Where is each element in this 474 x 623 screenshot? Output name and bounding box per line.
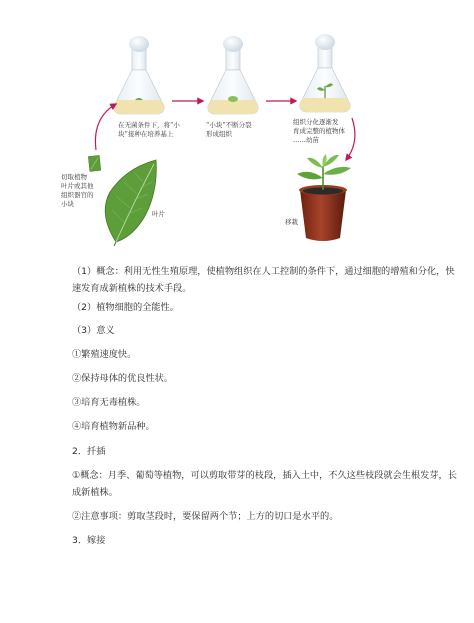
para-point-4: ④培育植物新品种。	[72, 421, 155, 432]
flask-2	[208, 36, 258, 114]
tissue-culture-figure	[0, 0, 474, 255]
caption-transplant: 移栽	[285, 218, 298, 226]
arrow-leaf-flask	[95, 104, 116, 150]
heading-grafting: 3．嫁接	[72, 535, 106, 546]
caption-flask-3: 组织分化逐渐发 育成完整的植物体 ……幼苗	[293, 118, 345, 144]
caption-leaf-cut: 切取植物 叶片或其他 组织器官的 小块	[61, 173, 94, 208]
para-cutting-notes: ②注意事项：剪取茎段时，要保留两个节；上方的切口是水平的。	[72, 511, 339, 522]
leaf	[105, 160, 156, 246]
arrow-flask-pot	[346, 118, 355, 160]
potted-seedling	[297, 154, 351, 241]
para-point-2: ②保持母体的优良性状。	[72, 373, 174, 384]
caption-leaf: 叶片	[152, 210, 165, 218]
para-point-3: ③培育无毒植株。	[72, 397, 146, 408]
caption-flask-1: 在无菌条件下，将“小 块”接种在培养基上	[118, 121, 180, 138]
para-cutting-concept: ①概念：月季、葡萄等植物，可以剪取带芽的枝段，插入土中，不久这些枝段就会生根发芽，长成新植株。	[72, 470, 457, 498]
flask-1	[114, 36, 164, 114]
flask-3	[300, 34, 350, 112]
caption-flask-2: “小块”不断分裂 形成组织	[206, 121, 252, 138]
para-point-1: ①繁殖速度快。	[72, 349, 137, 360]
para-totipotency: （2）植物细胞的全能性。	[72, 302, 179, 313]
para-concept: （1）概念：利用无性生殖原理，使植物组织在人工控制的条件下，通过细胞的增殖和分化，快速发育成新植株的技术手段。	[72, 266, 455, 294]
leaf-piece	[88, 155, 101, 171]
para-significance-heading: （3）意义	[72, 325, 115, 336]
heading-cutting: 2．扦插	[72, 446, 106, 457]
